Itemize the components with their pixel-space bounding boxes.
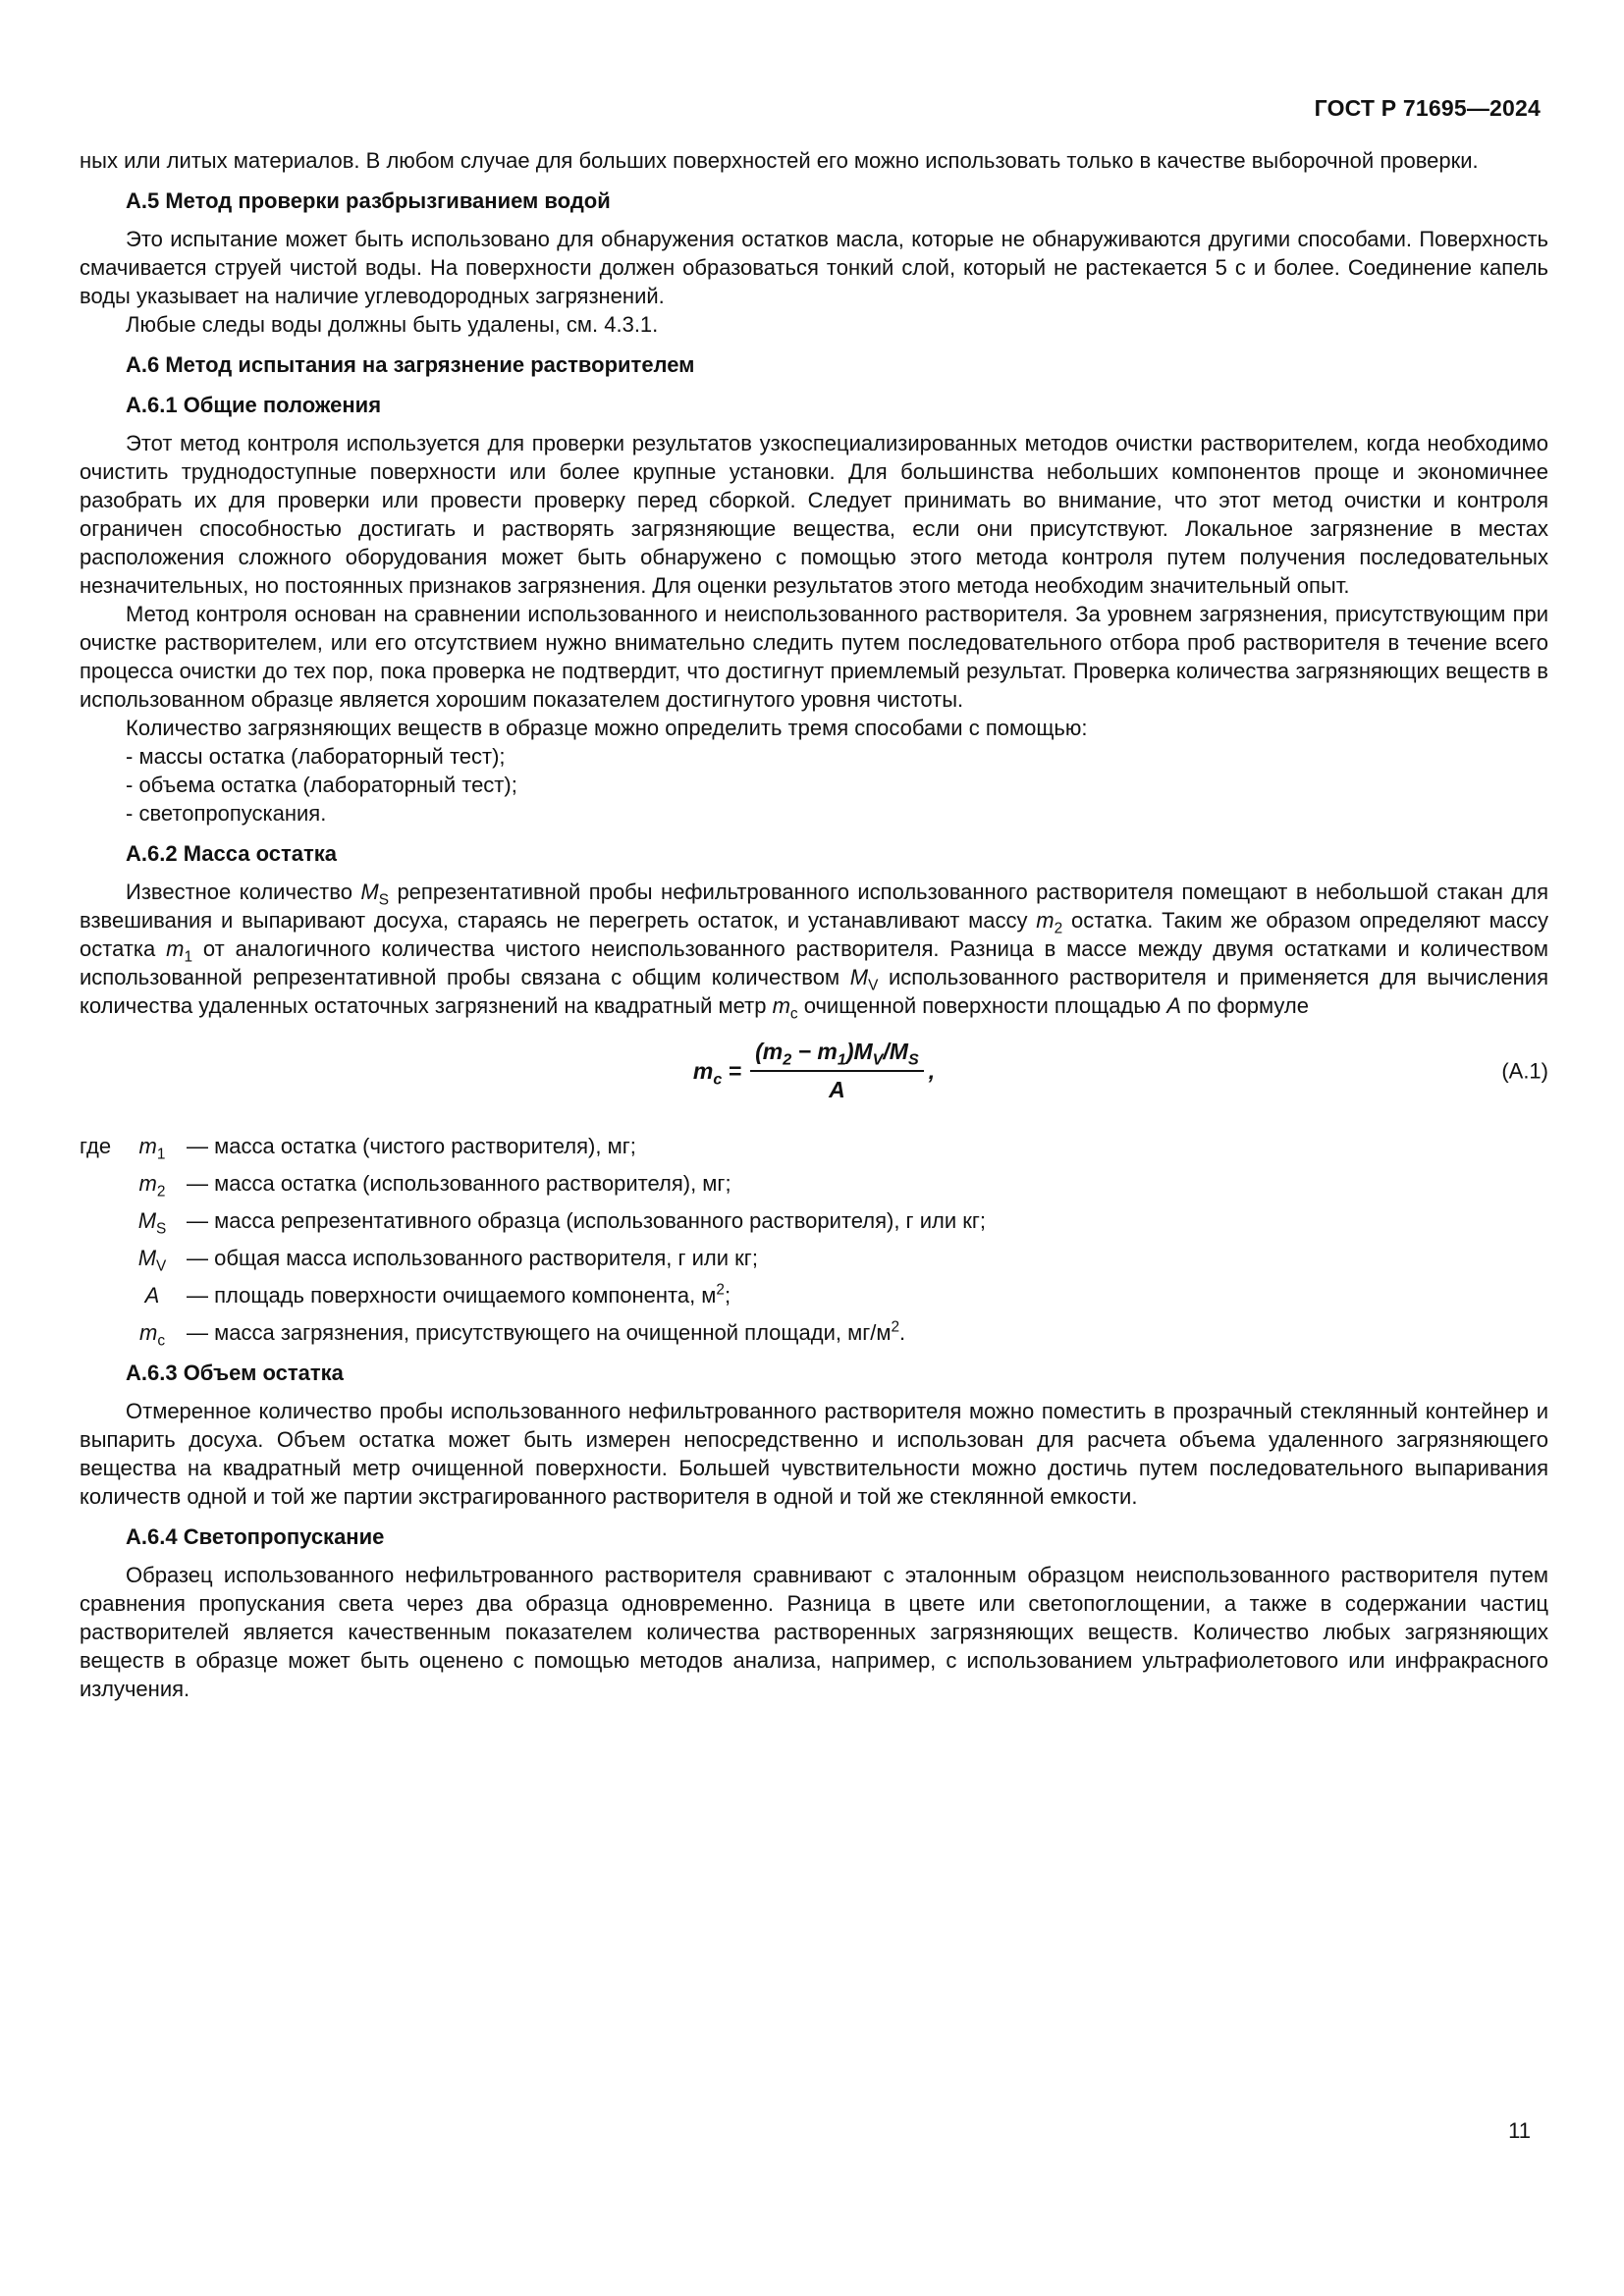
- definition-text: — общая масса использованного растворителя, г или кг;: [187, 1246, 758, 1270]
- definition-term: $m_с$: [138, 1320, 166, 1350]
- definition-term: $m_1$: [138, 1134, 166, 1163]
- section-heading: А.6.1 Общие положения: [126, 393, 382, 417]
- definition-text: — площадь поверхности очищаемого компонента, $м^2$;: [187, 1281, 731, 1308]
- section-heading: А.5 Метод проверки разбрызгиванием водой: [126, 188, 611, 213]
- paragraph: Этот метод контроля используется для проверки результатов узкоспециализированных методов очистки растворителем, когда необходимо очистить труднодоступные поверхности или более крупные установки. Для большинства небольших компонентов проще и экономичнее разобрать их для проверки или провести проверку перед сборкой. Следует принимать во внимание, что этот метод очистки и контроля ограничен способностью достигать и растворять загрязняющие вещества, если они присутствуют. Локальное загрязнение в местах расположения сложного оборудования может быть обнаружено с помощью этого метода контроля путем получения последовательных незначительных, но постоянных признаков загрязнения. Для оценки результатов этого метода необходим значительный опыт.: [80, 431, 1548, 598]
- definition-row: [80, 1281, 1548, 1309]
- paragraph: Любые следы воды должны быть удалены, см. 4.3.1.: [126, 312, 659, 337]
- definition-text: — масса загрязнения, присутствующего на очищенной площади, $мг/м^2$.: [187, 1318, 906, 1345]
- definition-term: A: [144, 1283, 160, 1308]
- definition-lead: где: [80, 1134, 112, 1158]
- doc-number-header: ГОСТ Р 71695—2024: [1314, 95, 1541, 121]
- definition-lead: [80, 1206, 126, 1235]
- definition-lead: [80, 1281, 126, 1309]
- definition-lead: [80, 1169, 126, 1198]
- formula-lhs: $m_с$ =: [692, 1057, 742, 1089]
- paragraph: Образец использованного нефильтрованного растворителя сравнивают с эталонным образцом неиспользованного растворителя путем сравнения пропускания света через два образца одновременно. Разница в цвете или светопоглощении, а также в содержании частиц растворителей является качественным показателем количества растворенных загрязняющих веществ. Количество любых загрязняющих веществ в образце может быть оценено с помощью методов анализа, например, с использованием ультрафиолетового или инфракрасного излучения.: [80, 1563, 1548, 1701]
- list-item: - светопропускания.: [126, 801, 327, 826]
- definition-row: [80, 1318, 1548, 1350]
- formula: [80, 1034, 1548, 1108]
- section-heading: А.6 Метод испытания на загрязнение растворителем: [126, 352, 695, 377]
- formula-fraction: $\frac{(m_2 - m_1)M_V/M_S}{A}$: [750, 1038, 924, 1104]
- paragraph: Это испытание может быть использовано для обнаружения остатков масла, которые не обнаруживаются другими способами. Поверхность смачивается струей чистой воды. На поверхности должен образоваться тонкий слой, который не растекается 5 с и более. Соединение капель воды указывает на наличие углеводородных загрязнений.: [80, 227, 1548, 308]
- paragraph: Отмеренное количество пробы использованного нефильтрованного растворителя можно поместить в прозрачный стеклянный контейнер и выпарить досуха. Объем остатка может быть измерен непосредственно и использован для расчета объема удаленного загрязняющего вещества на квадратный метр очищенной поверхности. Большей чувствительности можно достичь путем последовательного выпаривания количеств одной и той же партии экстрагированного растворителя в одной и той же стеклянной емкости.: [80, 1399, 1548, 1509]
- section-heading: А.6.2 Масса остатка: [126, 841, 338, 866]
- equation: $m_с$ = $\frac{(m_2 - m_1)M_V/M_S}{A}$ ,: [692, 1039, 936, 1102]
- paragraph: Известное количество $M_S$ репрезентативной пробы нефильтрованного использованного растворителя помещают в небольшой стакан для взвешивания и выпаривают досуха, стараясь не перегреть остаток, и устанавливают массу $m_2$ остатка. Таким же образом определяют массу остатка $m_1$ от аналогичного количества чистого неиспользованного растворителя. Разница в массе между двумя остатками и количеством использованной репрезентативной пробы связана с общим количеством $M_V$ использованного растворителя и применяется для вычисления количества удаленных остаточных загрязнений на квадратный метр $m_с$ очищенной поверхности площадью A по формуле: [80, 880, 1548, 1023]
- list-item: - массы остатка (лабораторный тест);: [126, 744, 506, 769]
- definition-term: $m_2$: [138, 1171, 166, 1201]
- definition-term: $M_S$: [137, 1208, 167, 1238]
- formula-number: (А.1): [1501, 1058, 1548, 1084]
- document-content: [80, 146, 1548, 1703]
- definition-term: $M_V$: [137, 1246, 167, 1275]
- paragraph: Метод контроля основан на сравнении использованного и неиспользованного растворителя. За уровнем загрязнения, присутствующим при очистке растворителем, или его отсутствием нужно внимательно следить путем последовательного отбора проб растворителя в течение всего процесса очистки до тех пор, пока проверка не подтвердит, что достигнут приемлемый результат. Проверка количества загрязняющих веществ в использованном образце является хорошим показателем достигнутого уровня чистоты.: [80, 602, 1548, 712]
- definition-lead: [80, 1318, 126, 1347]
- section-heading: А.6.4 Светопропускание: [126, 1524, 385, 1549]
- definition-row: [80, 1132, 1548, 1163]
- definition-text: — масса остатка (использованного растворителя), мг;: [187, 1171, 731, 1196]
- page-number: 11: [1508, 2118, 1531, 2143]
- definition-row: [80, 1206, 1548, 1238]
- definition-text: — масса остатка (чистого растворителя), мг;: [187, 1134, 636, 1158]
- definition-row: [80, 1169, 1548, 1201]
- definition-lead: [80, 1244, 126, 1272]
- definition-row: [80, 1244, 1548, 1275]
- list-item: - объема остатка (лабораторный тест);: [126, 773, 517, 797]
- section-heading: А.6.3 Объем остатка: [126, 1361, 344, 1385]
- paragraph: Количество загрязняющих веществ в образце можно определить тремя способами с помощью:: [126, 716, 1088, 740]
- definition-text: — масса репрезентативного образца (использованного растворителя), г или кг;: [187, 1208, 986, 1233]
- paragraph: ных или литых материалов. В любом случае для больших поверхностей его можно использовать только в качестве выборочной проверки.: [80, 148, 1479, 173]
